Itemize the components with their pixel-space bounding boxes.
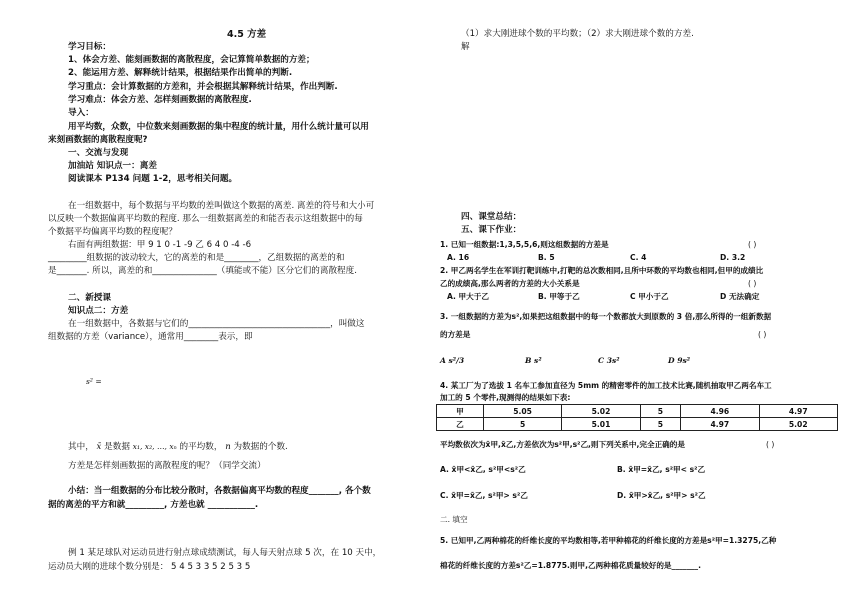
q1-option-c: C. 4 [630,253,647,262]
paragraph-line: 以反映一个数据偏离平均数的程度. 那么一组数据离差的和能否表示这组数据中的每 [48,214,363,224]
count-symbol: n [225,442,231,452]
data-sequence: x₁, x₂, …, xₙ [132,442,177,451]
fill-in-heading: 二. 填空 [440,515,468,524]
question-1: 1. 已知一组数据:1,3,5,5,6,则这组数据的方差是 [440,240,609,249]
q2-option-b: B. 甲等于乙 [538,292,580,301]
answer-paren: ( ) [748,240,757,249]
answer-paren: ( ) [766,440,775,449]
fill-blank-line: 是_______. 所以，离差的和_______________（填能或不能）区分它们的离散程度. [48,266,357,276]
q4-option-b: B. x̄甲=x̄乙, s²甲< s²乙 [617,465,706,474]
knowledge-point-2: 知识点二：方差 [68,306,129,316]
section-4-heading: 四、课堂总结： [461,212,522,222]
table-cell: 5.02 [562,405,640,418]
table-cell: 5 [640,418,680,431]
knowledge-point-1: 加油站 知识点一：离差 [68,161,157,171]
summary-line: 据的离差的平方和就_________, 方差也就 ___________. [48,500,259,510]
mean-symbol: x̄ [96,442,102,452]
table-cell: 4.97 [681,418,759,431]
q1-option-d: D. 3.2 [720,253,746,262]
q3-option-a: A s²/3 [440,356,465,365]
key-points: 学习重点：会计算数据的方差和，并会根据其解释统计结果，作出判断. [68,82,338,92]
section-5-heading: 五、课下作业： [461,225,522,235]
intro-label: 导入： [68,108,94,118]
variance-definition-line: 在一组数据中，各数据与它们的_________________________________，叫做这 [68,319,365,329]
table-cell: 甲 [437,405,484,418]
mean-note-text: 的平均数， [179,442,223,452]
table-cell: 4.97 [759,405,837,418]
answer-paren: ( ) [748,279,757,288]
question-4: 4. 某工厂为了选拔 1 名车工参加直径为 5mm 的精密零件的加工技术比赛,随机抽取甲乙两名车工 [440,381,772,390]
q4-option-d: D. x̄甲>x̄乙, s²甲> s²乙 [617,491,706,500]
question-2-cont: 乙的成绩高,那么两者的方差的大小关系是 [440,279,580,288]
q4-option-a: A. x̄甲<x̄乙, s²甲<s²乙 [440,465,526,474]
data-sets-line: 右面有两组数据：甲 9 1 0 -1 -9 乙 6 4 0 -4 -6 [68,240,252,250]
table-cell: 4.96 [681,405,759,418]
q1-option-b: B. 5 [538,253,555,262]
goals-label: 学习目标： [68,42,111,52]
section-1-heading: 一、交流与发现 [68,148,129,158]
variance-formula: s² = [86,377,102,386]
question-5: 5. 已知甲,乙两种棉花的纤维长度的平均数相等,若甲种棉花的纤维长度的方差是s²甲=1.3275,乙种 [440,536,777,545]
table-cell: 5 [483,418,561,431]
table-cell: 乙 [437,418,484,431]
question-3-cont: 的方差是 [440,330,471,339]
table-cell: 5 [640,405,680,418]
solution-label: 解 [461,42,470,52]
reading-instruction: 阅读课本 P134 问题 1-2，思考相关问题。 [68,174,238,184]
example-questions: （1）求大刚进球个数的平均数；（2）求大刚进球个数的方差. [461,29,694,39]
q2-option-c: C 甲小于乙 [630,292,669,301]
example-1-data: 运动员大刚的进球个数分别是： 5 4 5 3 3 5 2 5 3 5 [48,562,251,572]
mean-note-text: 是数据 [104,442,130,452]
discussion-prompt: 方差是怎样刻画数据的离散程度的呢？（同学交流） [68,461,266,471]
intro-line-2: 来刻画数据的离散程度呢? [48,135,148,145]
paragraph-line: 在一组数据中，每个数据与平均数的差叫做这个数据的离差. 离差的符号和大小可 [68,201,375,211]
q3-option-d: D 9s² [668,356,691,365]
paragraph-line: 个数据平均偏离平均数的程度呢？ [48,227,177,237]
goal-2: 2、能运用方差、解释统计结果，根据结果作出简单的判断. [68,68,293,78]
question-4-prompt: 平均数依次为x̄甲,x̄乙,方差依次为s²甲,s²乙,则下列关系中,完全正确的是 [440,440,685,449]
table-cell: 5.01 [562,418,640,431]
q4-option-c: C. x̄甲=x̄乙, s²甲> s²乙 [440,491,528,500]
answer-paren: ( ) [758,330,767,339]
q2-option-a: A. 甲大于乙 [447,292,489,301]
table-cell: 5.02 [759,418,837,431]
fill-blank-line: _________组数据的波动较大，它的离差的和是________，乙组数据的离差的和 [48,253,345,263]
parts-measurement-table [436,404,838,431]
q3-option-b: B s² [525,356,542,365]
section-2-heading: 二、新授课 [68,293,111,303]
table-cell: 5.05 [483,405,561,418]
mean-note-text: 为数据的个数. [233,442,288,452]
mean-note-text: 其中， [68,442,94,452]
question-4-cont: 加工的 5 个零件,现测得的结果如下表: [440,393,571,402]
question-3: 3. 一组数据的方差为s²,如果把这组数据中的每一个数都放大到原数的 3 倍,那么所得的一组新数据 [440,312,772,321]
mean-note [68,441,288,453]
table-row [437,418,838,431]
example-1: 例 1 某足球队对运动员进行射点球成绩测试，每人每天射点球 5 次，在 10 天中， [68,548,382,558]
difficulty: 学习难点：体会方差、怎样刻画数据的离散程度. [68,95,252,105]
q2-option-d: D 无法确定 [720,292,760,301]
goal-1: 1、体会方差、能刻画数据的离散程度，会记算简单数据的方差； [68,55,315,65]
q1-option-a: A. 16 [447,253,470,262]
q3-option-c: C 3s² [598,356,620,365]
summary-line: 小结：当一组数据的分布比较分散时，各数据偏离平均数的程度_______, 各个数 [68,486,371,496]
question-5-cont: 棉花的纤维长度的方差s²乙=1.8775.则甲,乙两种棉花质量较好的是_______. [440,561,701,570]
page-title: 4.5 方差 [227,29,267,40]
table-row [437,405,838,418]
intro-line-1: 用平均数，众数，中位数来刻画数据的集中程度的统计量，用什么统计量可以用 [68,122,369,132]
variance-definition-line: 组数据的方差（variance），通常用________表示，即 [48,332,253,342]
question-2: 2. 甲乙两名学生在军训打靶训练中,打靶的总次数相同,且所中环数的平均数也相同,但甲的成绩比 [440,266,764,275]
